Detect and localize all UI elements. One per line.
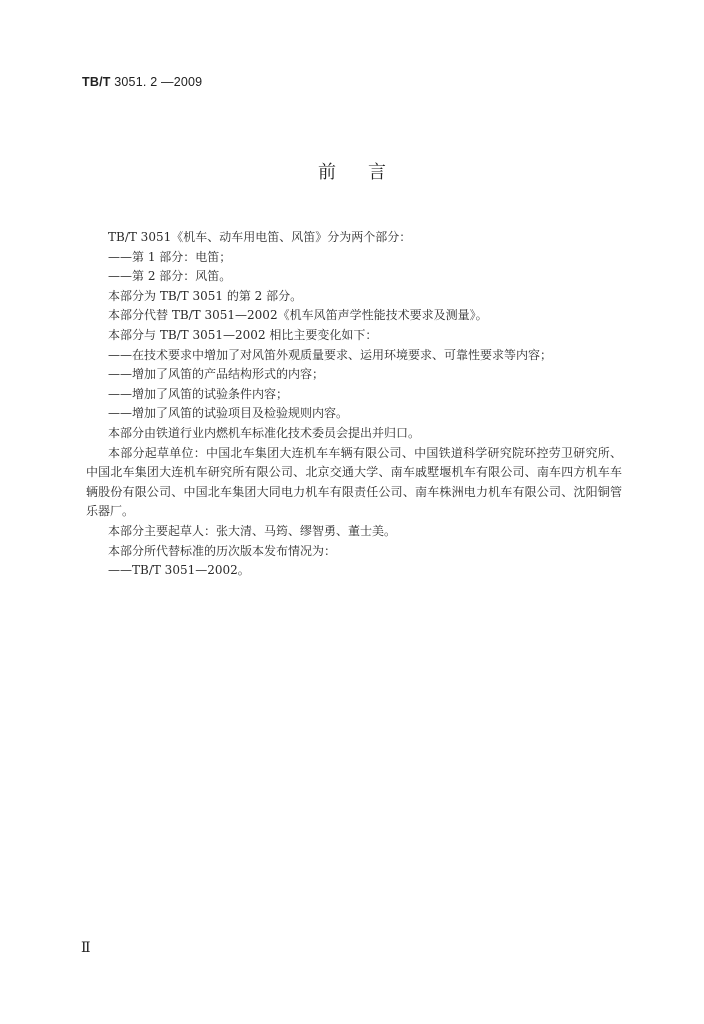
paragraph-replaces: 本部分代替 TB/T 3051—2002《机车风笛声学性能技术要求及测量》。 — [108, 308, 488, 323]
paragraph-this-part: 本部分为 TB/T 3051 的第 2 部分。 — [108, 288, 303, 303]
paragraph-proposed-by: 本部分由铁道行业内燃机车标准化技术委员会提出并归口。 — [108, 425, 421, 440]
page-title: 前言 — [318, 162, 418, 183]
paragraph-changes-intro: 本部分与 TB/T 3051—2002 相比主要变化如下： — [108, 327, 378, 342]
paragraph-drafters: 本部分主要起草人：张大清、马筠、缪智勇、董士美。 — [108, 523, 397, 538]
standard-code-prefix: TB/T — [82, 75, 111, 89]
paragraph-change-1: ——在技术要求中增加了对风笛外观质量要求、运用环境要求、可靠性要求等内容； — [108, 347, 553, 362]
paragraph-part-2: ——第 2 部分：风笛。 — [108, 269, 232, 284]
paragraph-change-3: ——增加了风笛的试验条件内容； — [108, 386, 289, 401]
paragraph-history-item: ——TB/T 3051—2002。 — [108, 563, 250, 578]
page-number: Ⅱ — [81, 940, 91, 956]
paragraph-change-2: ——增加了风笛的产品结构形式的内容； — [108, 367, 325, 382]
paragraph-history-intro: 本部分所代替标准的历次版本发布情况为： — [108, 543, 337, 558]
paragraph-parts-intro: TB/T 3051《机车、动车用电笛、风笛》分为两个部分： — [108, 230, 412, 244]
paragraph-part-1: ——第 1 部分：电笛； — [108, 249, 232, 264]
paragraph-change-4: ——增加了风笛的试验项目及检验规则内容。 — [108, 406, 349, 421]
standard-code — [82, 75, 202, 89]
foreword-body — [86, 228, 622, 581]
standard-code-number: 3051. 2 —2009 — [110, 75, 203, 89]
paragraph-drafting-units: 本部分起草单位：中国北车集团大连机车车辆有限公司、中国铁道科学研究院环控劳卫研究所、中国北车集团大连机车研究所有限公司、北京交通大学、南车戚墅堰机车有限公司、南车四方机车车辆股份有限公司、中国北车集团大同电力机车有限责任公司、南车株洲电力机车有限公司、沈阳铜管乐器厂。 — [86, 445, 622, 519]
